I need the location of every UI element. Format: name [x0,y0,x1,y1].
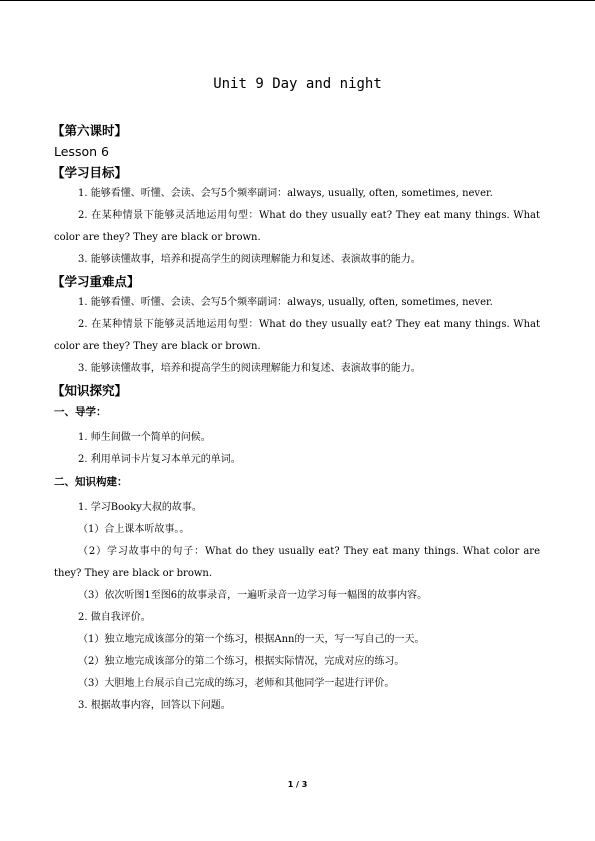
goals-heading: 【学习目标】 [52,165,128,180]
page-title: Unit 9 Day and night [213,76,382,92]
key-points-item: 3. 能够读懂故事，培养和提高学生的阅读理解能力和复述、表演故事的能力。 [78,363,421,374]
goals-item: 1. 能够看懂、听懂、会读、会写5个频率副词：always, usually, often, sometimes, never. [78,188,493,199]
key-points-item: 2. 在某种情景下能够灵活地运用句型：What do they usually eat? They eat many things. What color are they? They are black or brown. [54,319,540,352]
goals-item: 2. 在某种情景下能够灵活地运用句型：What do they usually eat? They eat many things. What color are they? They are black or brown. [54,210,540,243]
key-points-heading: 【学习重难点】 [52,274,140,289]
build-item: （1）独立地完成该部分的第一个练习，根据Ann的一天，写一写自己的一天。 [78,634,425,645]
build-item: （3）依次听图1至图6的故事录音，一遍听录音一边学习每一幅图的故事内容。 [78,590,428,601]
goals-item: 3. 能够读懂故事，培养和提高学生的阅读理解能力和复述、表演故事的能力。 [78,254,421,265]
build-item: 2. 做自我评价。 [78,612,151,623]
lesson-name: Lesson 6 [54,144,109,159]
explore-heading: 【知识探究】 [52,383,128,398]
build-item: 1. 学习Booky大叔的故事。 [78,502,202,513]
build-item: （1）合上课本听故事。。 [78,524,190,535]
guide-item: 2. 利用单词卡片复习本单元的单词。 [78,454,241,465]
build-item: 3. 根据故事内容，回答以下问题。 [78,700,231,711]
lesson-heading: 【第六课时】 [52,123,128,138]
build-item: （2）独立地完成该部分的第二个练习，根据实际情况，完成对应的练习。 [78,656,405,667]
document-body [54,120,540,717]
key-points-item: 1. 能够看懂、听懂、会读、会写5个频率副词：always, usually, often, sometimes, never. [78,297,493,308]
build-item: （2）学习故事中的句子：What do they usually eat? They eat many things. What color are they? They are black or brown. [54,546,540,579]
guide-heading: 一、导学： [54,406,107,418]
build-heading: 二、知识构建： [54,476,128,488]
guide-item: 1. 师生间做一个简单的问候。 [78,432,211,443]
build-item: （3）大胆地上台展示自己完成的练习，老师和其他同学一起进行评价。 [78,678,395,689]
top-rule [0,0,595,1]
page-number: 1 / 3 [287,780,308,789]
